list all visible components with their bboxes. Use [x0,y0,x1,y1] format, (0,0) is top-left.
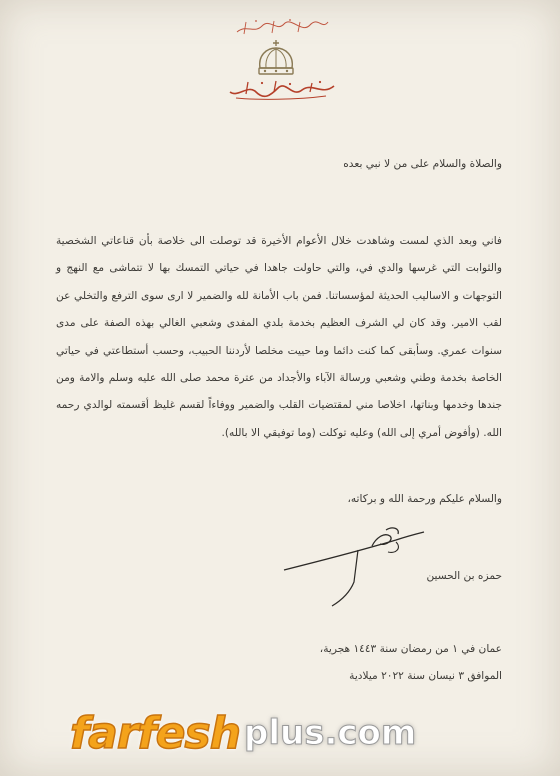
signer-name: حمزه بن الحسين [426,570,502,582]
closing-line: والسلام عليكم ورحمة الله و بركاته، [347,493,502,505]
letter-body: فاني وبعد الذي لمست وشاهدت خلال الأعوام الأخيرة قد توصلت الى خلاصة بأن قناعاتي الشخصية والثوابت التي غرسها والدي في، والتي حاولت جاهدا في حياتي التمسك بها لا تتماشى مع النهج و التوجهات و الاساليب الحديثة لمؤسساتنا. فمن باب الأمانة لله والضمير لا ارى سوى الترفع والتخلي عن لقب الامير. وقد كان لي الشرف العظيم بخدمة بلدي المفدى وشعبي الغالي بهذه الصفة على مدى سنوات عمري. وسأبقى كما كنت دائما وما حييت مخلصا لأردننا الحبيب، وحسب أستطاعتي في حياتي الخاصة بخدمة وطني وشعبي ورسالة الآباء والأجداد من عترة محمد صلى الله عليه وسلم والامة ومن جندها وخدمها وبناتها، اخلاصا مني لمقتضيات القلب والضمير ووفاءاً لقسم غليظ أقسمته لوالدي رحمه الله. (وأفوض أمري إلى الله) وعليه توكلت (وما توفيقي الا بالله). [56,235,502,439]
watermark-suffix: plus.com [244,713,417,753]
royal-emblem [0,10,560,100]
date-hijri: عمان في ١ من رمضان سنة ١٤٤٣ هجرية، [319,643,502,655]
watermark-brand: farfesh [70,707,241,759]
signature-icon [276,522,436,612]
site-watermark [70,700,490,766]
calligraphy-name-icon [226,78,338,102]
calligraphy-top-icon [232,16,332,38]
salutation-line: والصلاة والسلام على من لا نبي بعده [343,158,502,170]
crown-icon [252,38,300,80]
date-gregorian: الموافق ٣ نيسان سنة ٢٠٢٢ ميلادية [349,670,502,682]
